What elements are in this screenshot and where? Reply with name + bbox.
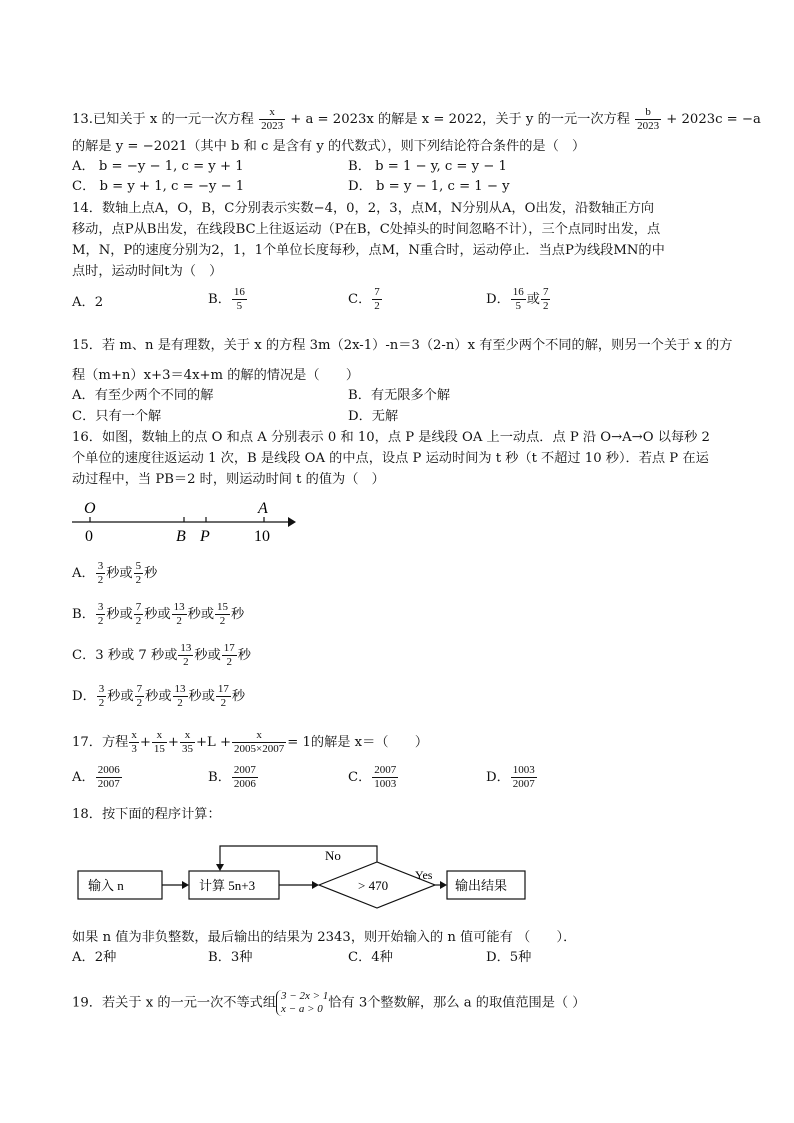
axis-arrow-icon xyxy=(288,517,296,527)
arrow-right-icon xyxy=(440,881,447,889)
q16-line3: 动过程中，当 PB＝2 时，则运动时间 t 的值为（ ） xyxy=(72,472,385,487)
q13-option-b[interactable]: B． b = 1 − y, c = y − 1 xyxy=(348,159,507,174)
label-zero: 0 xyxy=(85,528,93,545)
flow-loop-line xyxy=(220,846,377,864)
flow-no-label: No xyxy=(325,848,341,863)
label-o: O xyxy=(84,500,96,517)
q16-number-line xyxy=(66,496,306,546)
q16-option-c[interactable]: C．3 秒或 7 秒或 $\frac{13}{2}$ 秒或 $\frac{17}{2}$ 秒 xyxy=(72,642,251,668)
q13-option-c[interactable]: C． b = y + 1, c = −y − 1 xyxy=(72,179,245,194)
q15-option-c[interactable]: C．只有一个解 xyxy=(72,409,162,424)
label-ten: 10 xyxy=(254,528,270,545)
q14-option-b[interactable]: B． $\frac{16}{5}$ xyxy=(208,286,245,312)
q17-line: 17．方程 $\frac{x}{3}$ + $\frac{x}{15}$ + $\frac{x}{35}$ +L + $\frac{x}{2005\times 2007}$ = 1的解是 x＝（ ） xyxy=(72,729,429,755)
q15-option-b[interactable]: B．有无限多个解 xyxy=(348,388,451,403)
flow-output-label: 输出结果 xyxy=(455,878,508,893)
q18-option-a[interactable]: A．2种 xyxy=(72,950,117,965)
q16-option-a[interactable]: A． $\frac{3}{2}$ 秒或 $\frac{5}{2}$ 秒 xyxy=(72,560,158,586)
flow-yes-label: Yes xyxy=(415,868,433,882)
q18-option-c[interactable]: C．4种 xyxy=(348,950,393,965)
q14-option-d[interactable]: D． $\frac{16}{5}$ 或 $\frac{7}{2}$ xyxy=(486,286,549,312)
q16-option-d[interactable]: D． $\frac{3}{2}$ 秒或 $\frac{7}{2}$ 秒或 $\frac{13}{2}$ 秒或 $\frac{17}{2}$ 秒 xyxy=(72,683,246,709)
q15-line1: 15．若 m、n 是有理数，关于 x 的方程 3m（2x-1）-n＝3（2-n）x 有至少两个不同的解，则另一个关于 x 的方 xyxy=(72,338,733,353)
q15-option-a[interactable]: A．有至少两个不同的解 xyxy=(72,388,214,403)
q13-frac1: $\frac{x}{2023}$ xyxy=(261,106,284,132)
flow-condition-label: > 470 xyxy=(358,878,389,893)
label-a: A xyxy=(258,500,268,517)
q13-option-d[interactable]: D． b = y − 1, c = 1 − y xyxy=(348,179,510,194)
q14-line3: M，N，P的速度分别为2，1，1个单位长度每秒，点M，N重合时，运动停止．当点P为线段MN的中 xyxy=(72,243,665,258)
q17-option-c[interactable]: C． $\frac{2007}{1003}$ xyxy=(348,764,397,790)
q14-line4: 点时，运动时间t为（ ） xyxy=(72,264,223,279)
q17-option-d[interactable]: D． $\frac{1003}{2007}$ xyxy=(486,764,535,790)
q13-option-a[interactable]: A． b = −y − 1, c = y + 1 xyxy=(72,159,244,174)
q19-inequality-system: 3 − 2x > 1 x − a > 0 xyxy=(276,990,328,1016)
arrow-right-icon xyxy=(182,881,189,889)
flow-input-label: 输入 n xyxy=(88,878,124,893)
q16-option-b[interactable]: B． $\frac{3}{2}$ 秒或 $\frac{7}{2}$ 秒或 $\frac{13}{2}$ 秒或 $\frac{15}{2}$ 秒 xyxy=(72,601,245,627)
q17-option-a[interactable]: A． $\frac{2006}{2007}$ xyxy=(72,764,120,790)
q16-line1: 16．如图，数轴上的点 O 和点 A 分别表示 0 和 10，点 P 是线段 OA 上一动点．点 P 沿 O→A→O 以每秒 2 xyxy=(72,430,710,445)
q18-option-d[interactable]: D．5种 xyxy=(486,950,532,965)
label-p: P xyxy=(200,528,210,545)
label-b: B xyxy=(176,528,186,545)
q14-line1: 14．数轴上点A，O，B，C分别表示实数−4，0，2，3，点M，N分别从A，O出发，沿数轴正方向 xyxy=(72,201,655,216)
q13-frac2: $\frac{b}{2023}$ xyxy=(637,106,660,132)
q15-option-d[interactable]: D．无解 xyxy=(348,409,399,424)
q13-line2: 的解是 y = −2021（其中 b 和 c 是含有 y 的代数式），则下列结论符合条件的是（ ） xyxy=(72,139,586,154)
q19-line: 19．若关于 x 的一元一次不等式组 3 − 2x > 1 x − a > 0 恰有 3个整数解，那么 a 的取值范围是（ ） xyxy=(72,990,586,1015)
q16-line2: 个单位的速度往返运动 1 次，B 是线段 OA 的中点，设点 P 运动时间为 t 秒（t 不超过 10 秒）．若点 P 在运 xyxy=(72,451,709,466)
flow-calc-label: 计算 5n+3 xyxy=(199,878,256,893)
arrow-down-icon xyxy=(216,864,224,871)
q18-option-b[interactable]: B．3种 xyxy=(208,950,253,965)
q14-option-c[interactable]: C． $\frac{7}{2}$ xyxy=(348,286,380,312)
q14-line2: 移动，点P从B出发，在线段BC上往返运动（P在B，C处掉头的时间忽略不计），三个点同时出发，点 xyxy=(72,222,661,237)
q18-title: 18．按下面的程序计算： xyxy=(72,807,221,822)
q18-flowchart xyxy=(72,838,532,918)
q15-line2: 程（m+n）x+3＝4x+m 的解的情况是（ ） xyxy=(72,368,360,383)
q14-option-a[interactable]: A．2 xyxy=(72,295,104,310)
q18-line: 如果 n 值为非负整数，最后输出的结果为 2343，则开始输入的 n 值可能有 （ ）． xyxy=(72,930,577,945)
q17-option-b[interactable]: B． $\frac{2007}{2006}$ xyxy=(208,764,256,790)
q13-line1: 13.已知关于 x 的一元一次方程 $\frac{x}{2023}$ + a = 2023x 的解是 x = 2022，关于 y 的一元一次方程 $\frac{b}{2023}$ + 2023c = −a xyxy=(72,106,761,132)
